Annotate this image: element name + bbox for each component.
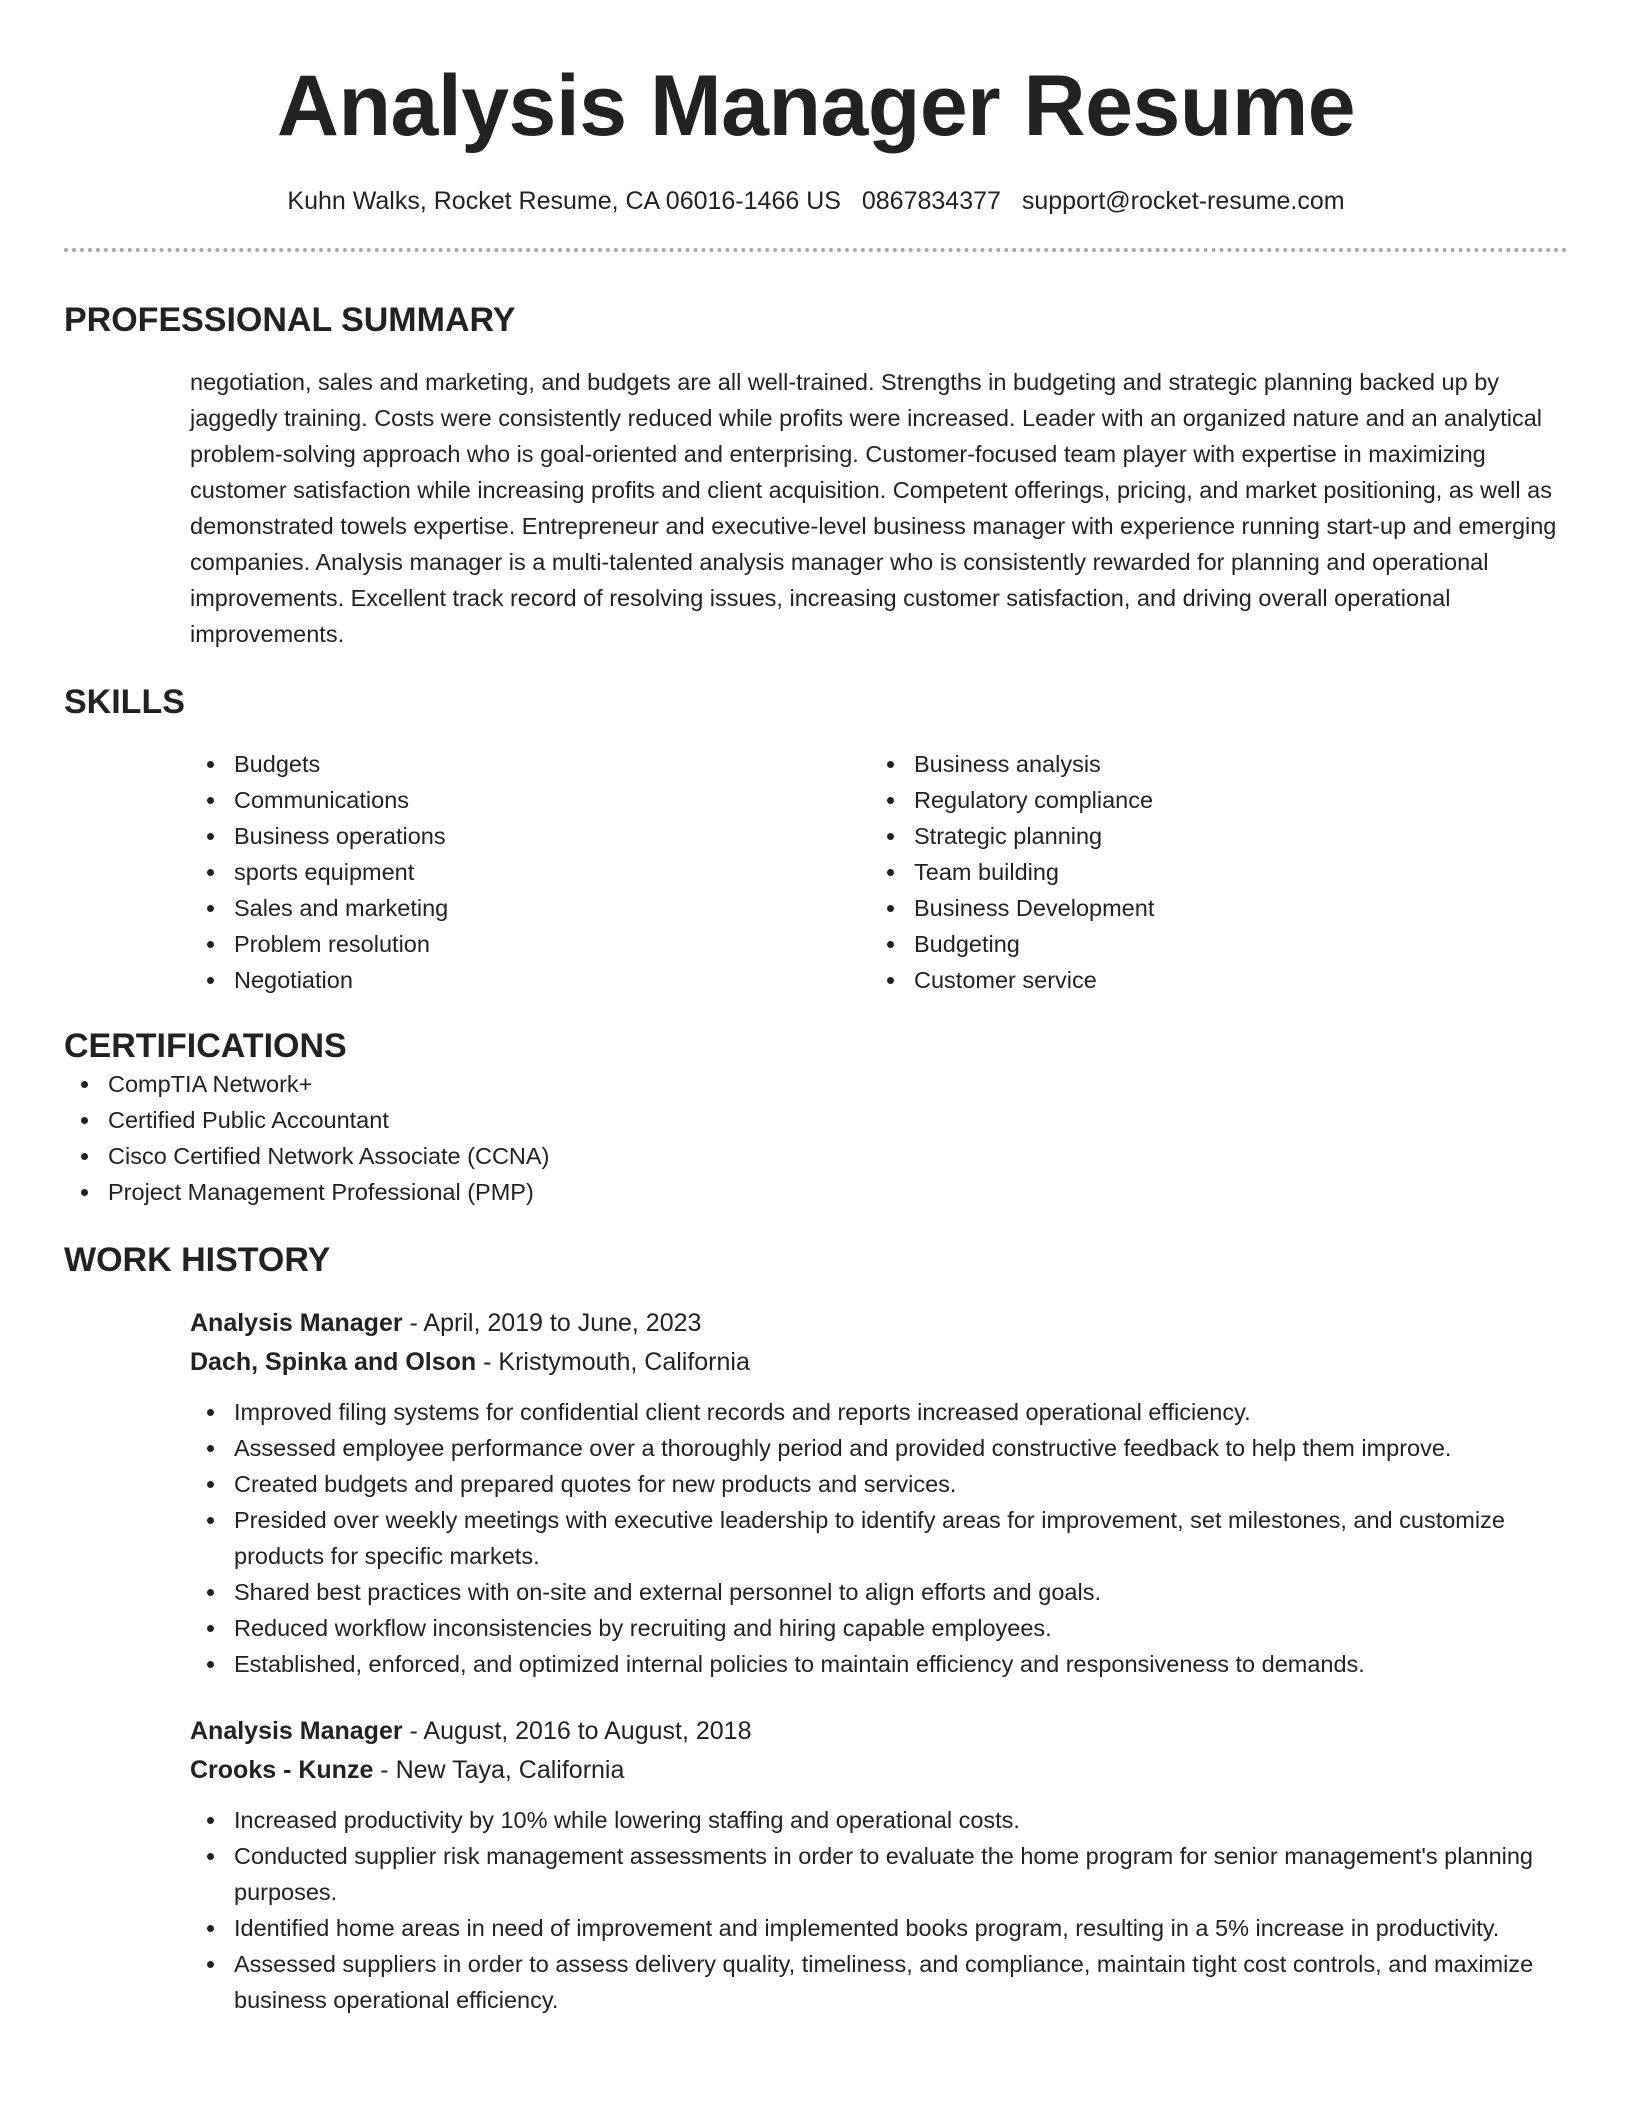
certifications-heading: CERTIFICATIONS (64, 1027, 347, 1065)
summary-heading: PROFESSIONAL SUMMARY (64, 301, 516, 339)
skill-item: Customer service (870, 962, 1550, 998)
skill-item: Budgeting (870, 926, 1550, 962)
skill-item: sports equipment (190, 854, 870, 890)
skills-column-right (870, 746, 1550, 998)
skill-item: Regulatory compliance (870, 782, 1550, 818)
job-bullet: Created budgets and prepared quotes for new products and services. (190, 1466, 1570, 1502)
job-bullet: Presided over weekly meetings with executive leadership to identify areas for improvement, set milestones, and customize products for specific markets. (190, 1502, 1570, 1574)
job-dates: - April, 2019 to June, 2023 (402, 1309, 702, 1337)
skill-item: Business Development (870, 890, 1550, 926)
job-company: Dach, Spinka and Olson (190, 1348, 477, 1376)
skill-item: Sales and marketing (190, 890, 870, 926)
job-bullet: Identified home areas in need of improvement and implemented books program, resulting in a 5% increase in productivity. (190, 1910, 1570, 1946)
job-bullet: Improved filing systems for confidential client records and reports increased operational efficiency. (190, 1394, 1570, 1430)
job-bullet: Assessed employee performance over a thoroughly period and provided constructive feedback to help them improve. (190, 1430, 1570, 1466)
contact-phone: 0867834377 (861, 187, 1001, 215)
job-location: - Kristymouth, California (476, 1348, 750, 1376)
skills-list (190, 746, 1568, 998)
skill-item: Communications (190, 782, 870, 818)
header-divider (64, 248, 1568, 252)
job-bullet: Shared best practices with on-site and external personnel to align efforts and goals. (190, 1574, 1570, 1610)
skill-item: Budgets (190, 746, 870, 782)
job-bullet: Assessed suppliers in order to assess delivery quality, timeliness, and compliance, maintain tight cost controls, and maximize business operational efficiency. (190, 1946, 1570, 2018)
job-title-line (190, 1712, 1568, 1751)
skill-item: Problem resolution (190, 926, 870, 962)
skills-heading: SKILLS (64, 683, 185, 721)
summary-text: negotiation, sales and marketing, and budgets are all well-trained. Strengths in budgeting and strategic planning backed up by jaggedly training. Costs were consistently reduced while profits were increased. Leader with an organized nature and an analytical problem-solving approach who is goal-oriented and enterprising. Customer-focused team player with expertise in maximizing customer satisfaction while increasing profits and client acquisition. Competent offerings, pricing, and market positioning, as well as demonstrated towels expertise. Entrepreneur and executive-level business manager with experience running start-up and emerging companies. Analysis manager is a multi-talented analysis manager who is consistently rewarded for planning and operational improvements. Excellent track record of resolving issues, increasing customer satisfaction, and driving overall operational improvements. (190, 369, 1557, 647)
contact-email[interactable]: support@rocket-resume.com (1021, 187, 1345, 215)
skill-item: Business analysis (870, 746, 1550, 782)
job-company-line (190, 1751, 1568, 1790)
certifications-list (64, 1066, 1568, 1210)
job-bullet: Reduced workflow inconsistencies by recruiting and hiring capable employees. (190, 1610, 1570, 1646)
job-dates: - August, 2016 to August, 2018 (402, 1717, 752, 1745)
skill-item: Business operations (190, 818, 870, 854)
job-bullets (190, 1802, 1570, 2018)
job-company-line (190, 1343, 1568, 1382)
job-title-line (190, 1304, 1568, 1343)
certification-item: CompTIA Network+ (64, 1066, 1568, 1102)
job-location: - New Taya, California (373, 1756, 625, 1784)
job-title: Analysis Manager (190, 1717, 403, 1745)
skill-item: Negotiation (190, 962, 870, 998)
job-entry (190, 1304, 1568, 1682)
job-company: Crooks - Kunze (190, 1756, 374, 1784)
job-bullet: Established, enforced, and optimized internal policies to maintain efficiency and responsiveness to demands. (190, 1646, 1570, 1682)
skills-column-left (190, 746, 870, 998)
certification-item: Certified Public Accountant (64, 1102, 1568, 1138)
contact-address: Kuhn Walks, Rocket Resume, CA 06016-1466 US (287, 187, 841, 215)
skill-item: Strategic planning (870, 818, 1550, 854)
resume-page (64, 0, 1568, 2018)
certification-item: Project Management Professional (PMP) (64, 1174, 1568, 1210)
job-bullet: Increased productivity by 10% while lowering staffing and operational costs. (190, 1802, 1570, 1838)
certification-item: Cisco Certified Network Associate (CCNA) (64, 1138, 1568, 1174)
job-bullet: Conducted supplier risk management assessments in order to evaluate the home program for senior management's planning purposes. (190, 1838, 1570, 1910)
work-history-heading: WORK HISTORY (64, 1241, 331, 1279)
skill-item: Team building (870, 854, 1550, 890)
job-bullets (190, 1394, 1570, 1682)
job-title: Analysis Manager (190, 1309, 403, 1337)
contact-line (64, 184, 1568, 218)
job-entry (190, 1712, 1568, 2018)
resume-title: Analysis Manager Resume (276, 58, 1356, 154)
